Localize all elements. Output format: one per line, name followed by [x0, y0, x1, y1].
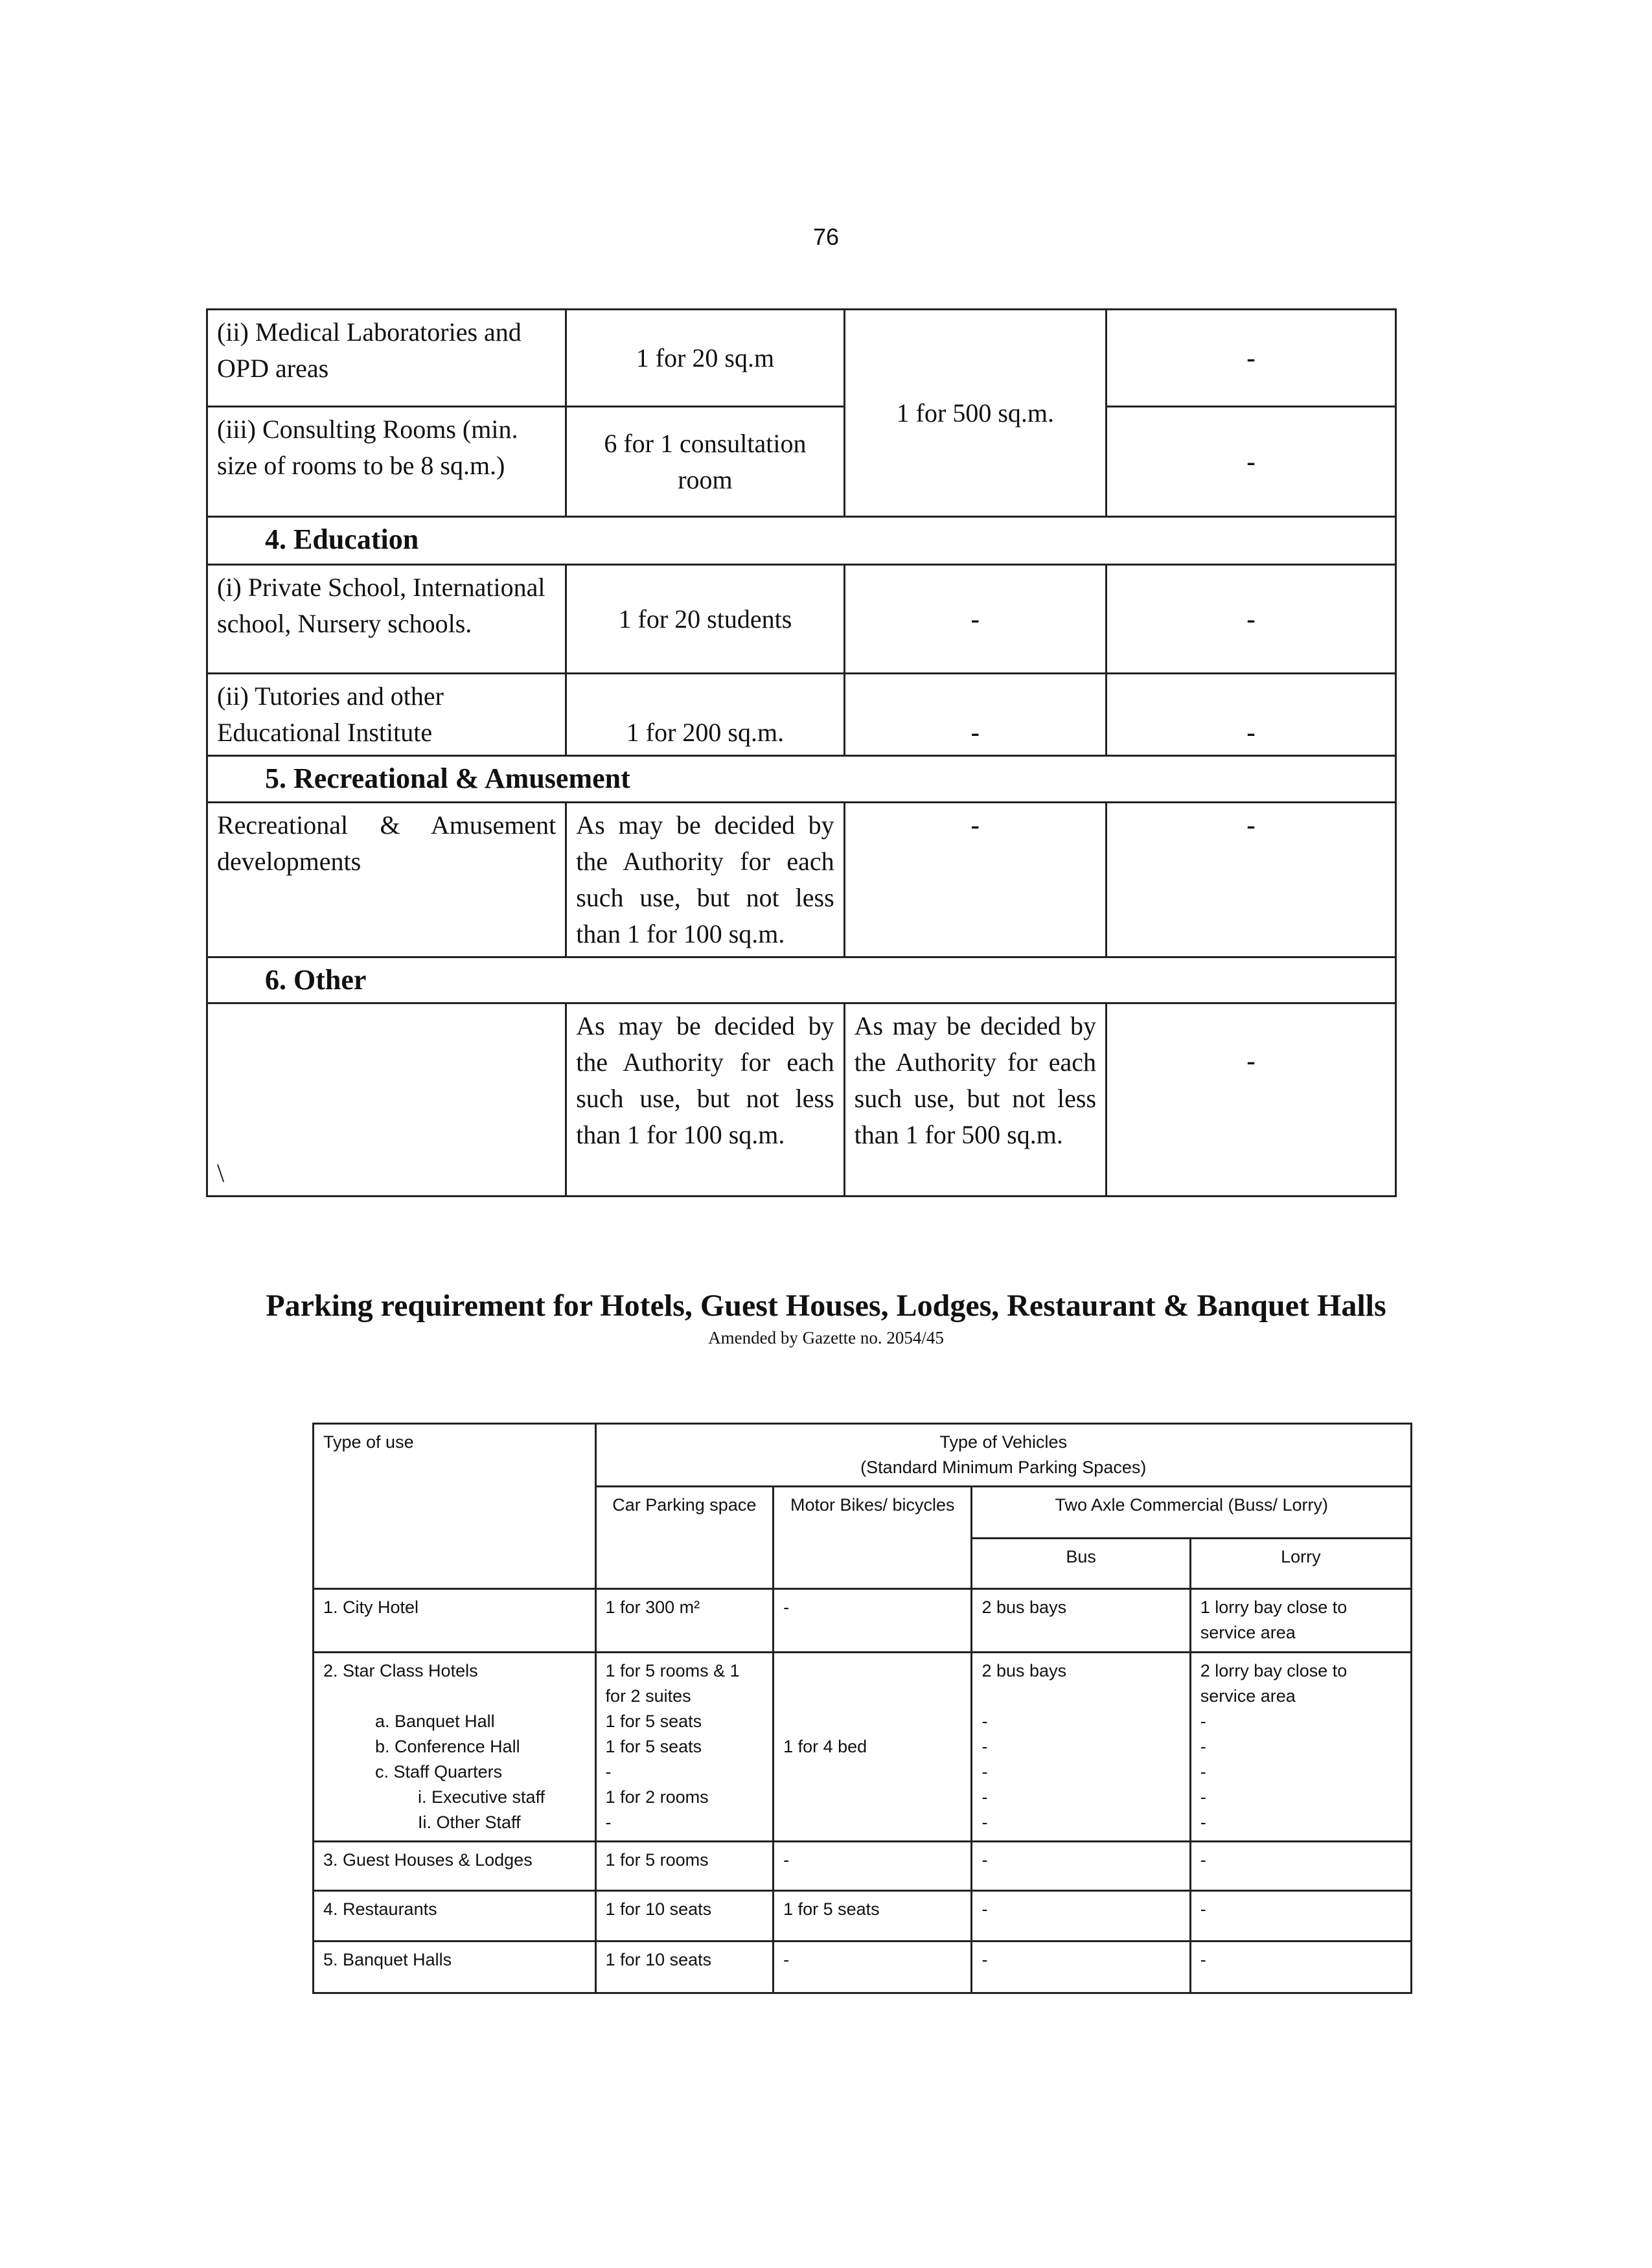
- table-row: [207, 803, 1396, 957]
- motor-parking-cell: -: [844, 565, 1106, 674]
- hotel-parking-table: [312, 1423, 1412, 1994]
- car-value: 1 for 5 seats: [605, 1712, 702, 1731]
- table-row: [207, 1003, 1396, 1197]
- car-cell: 1 for 10 seats: [595, 1891, 774, 1942]
- motor-cell: -: [774, 1842, 972, 1891]
- section-title: Parking requirement for Hotels, Guest Houses, Lodges, Restaurant & Banquet Halls: [266, 1289, 1386, 1323]
- extra-cell: -: [1107, 310, 1396, 407]
- lorry-cell: -: [1190, 1842, 1411, 1891]
- bus-cell: -: [972, 1842, 1190, 1891]
- car-cell: 1 for 5 rooms: [595, 1842, 774, 1891]
- car-value: 1 for 5 rooms & 1 for 2 suites: [605, 1661, 740, 1706]
- row-label-group: [314, 1653, 596, 1842]
- lorry-value: -: [1200, 1762, 1206, 1781]
- bus-cell: -: [972, 1891, 1190, 1942]
- car-parking-cell: 1 for 200 sq.m.: [566, 674, 844, 756]
- header-car: Car Parking space: [595, 1487, 774, 1589]
- section-heading: 4. Education: [207, 517, 1396, 565]
- section-subtitle: Amended by Gazette no. 2054/45: [708, 1328, 944, 1347]
- extra-cell: -: [1107, 1003, 1396, 1197]
- car-parking-cell: 1 for 20 sq.m: [566, 310, 844, 407]
- row-label: 5. Banquet Halls: [314, 1942, 596, 1993]
- lorry-cell: -: [1190, 1891, 1411, 1942]
- header-motor: Motor Bikes/ bicycles: [774, 1487, 972, 1589]
- lorry-cell: [1190, 1653, 1411, 1842]
- sub-item-label: Ii. Other Staff: [418, 1813, 521, 1832]
- motor-cell: 1 for 4 bed: [774, 1653, 972, 1842]
- lorry-value: -: [1200, 1737, 1206, 1756]
- car-parking-cell: As may be decided by the Authority for each such use, but not less than 1 for 100 sq.m.: [566, 803, 844, 957]
- parking-standards-table: [206, 308, 1397, 1197]
- table-row: [314, 1942, 1412, 1993]
- sub-item-label: b. Conference Hall: [375, 1737, 520, 1756]
- car-parking-cell: 6 for 1 consultation room: [566, 407, 844, 517]
- motor-parking-cell: -: [844, 803, 1106, 957]
- car-parking-cell: As may be decided by the Authority for each such use, but not less than 1 for 100 sq.m.: [566, 1003, 844, 1197]
- section-heading: 5. Recreational & Amusement: [207, 756, 1396, 803]
- sub-item-label: a. Banquet Hall: [375, 1712, 495, 1731]
- bus-value: -: [981, 1813, 988, 1832]
- row-label: (i) Private School, International school, Nursery schools.: [207, 565, 566, 674]
- bus-value: -: [981, 1762, 988, 1781]
- motor-cell: 1 for 5 seats: [774, 1891, 972, 1942]
- row-label: 2. Star Class Hotels: [323, 1661, 478, 1680]
- car-value: 1 for 2 rooms: [605, 1787, 709, 1807]
- row-label: (ii) Tutories and other Educational Institute: [207, 674, 566, 756]
- car-value: 1 for 5 seats: [605, 1737, 702, 1756]
- table-row: [314, 1891, 1412, 1942]
- row-label: 1. City Hotel: [314, 1589, 596, 1653]
- motor-cell: -: [774, 1942, 972, 1993]
- section-heading-row: [207, 517, 1396, 565]
- motor-parking-cell: -: [844, 674, 1106, 756]
- section-heading: 6. Other: [207, 957, 1396, 1003]
- car-cell: 1 for 300 m²: [595, 1589, 774, 1653]
- motor-cell: -: [774, 1589, 972, 1653]
- sub-item-label: c. Staff Quarters: [375, 1762, 503, 1781]
- header-type-of-use: Type of use: [314, 1424, 596, 1589]
- row-label: Recreational & Amusement developments: [207, 803, 566, 957]
- extra-cell: -: [1107, 565, 1396, 674]
- table-row: [207, 674, 1396, 756]
- spacer: [323, 1684, 586, 1709]
- lorry-value: -: [1200, 1813, 1206, 1832]
- bus-value: -: [981, 1737, 988, 1756]
- header-row: [314, 1424, 1412, 1487]
- header-two-axle: Two Axle Commercial (Buss/ Lorry): [972, 1487, 1412, 1539]
- bus-cell: [972, 1653, 1190, 1842]
- header-type-of-vehicles: [595, 1424, 1411, 1487]
- table-row: [207, 565, 1396, 674]
- sub-item-label: i. Executive staff: [418, 1787, 545, 1807]
- bus-cell: 2 bus bays: [972, 1589, 1190, 1653]
- car-value: -: [605, 1762, 612, 1781]
- extra-cell: -: [1107, 674, 1396, 756]
- lorry-value: 2 lorry bay close to service area: [1200, 1661, 1348, 1706]
- lorry-value: -: [1200, 1712, 1206, 1731]
- motor-parking-cell: 1 for 500 sq.m.: [844, 310, 1106, 517]
- car-parking-cell: 1 for 20 students: [566, 565, 844, 674]
- row-label: (ii) Medical Laboratories and OPD areas: [207, 310, 566, 407]
- lorry-cell: -: [1190, 1942, 1411, 1993]
- bus-value: 2 bus bays: [981, 1661, 1067, 1680]
- table-row: [207, 310, 1396, 407]
- header-lorry: Lorry: [1190, 1539, 1411, 1589]
- section-heading-row: [207, 957, 1396, 1003]
- lorry-cell: 1 lorry bay close to service area: [1190, 1589, 1411, 1653]
- bus-value: -: [981, 1712, 988, 1731]
- extra-cell: -: [1107, 407, 1396, 517]
- extra-cell: -: [1107, 803, 1396, 957]
- header-vehicles-title: Type of Vehicles: [939, 1432, 1068, 1452]
- lorry-value: -: [1200, 1787, 1206, 1807]
- row-label: (iii) Consulting Rooms (min. size of rooms to be 8 sq.m.): [207, 407, 566, 517]
- car-cell: [595, 1653, 774, 1842]
- row-label: 3. Guest Houses & Lodges: [314, 1842, 596, 1891]
- bus-cell: -: [972, 1942, 1190, 1993]
- page-number: 76: [812, 223, 840, 250]
- row-label: 4. Restaurants: [314, 1891, 596, 1942]
- header-bus: Bus: [972, 1539, 1190, 1589]
- row-label: \: [207, 1003, 566, 1197]
- bus-value: -: [981, 1787, 988, 1807]
- table-row: [314, 1653, 1412, 1842]
- spacer: [981, 1684, 1180, 1709]
- car-cell: 1 for 10 seats: [595, 1942, 774, 1993]
- car-value: -: [605, 1813, 612, 1832]
- section-heading-row: [207, 756, 1396, 803]
- table-row: [207, 407, 1396, 517]
- table-row: [314, 1842, 1412, 1891]
- header-vehicles-subtitle: (Standard Minimum Parking Spaces): [860, 1458, 1147, 1477]
- motor-parking-cell: As may be decided by the Authority for each such use, but not less than 1 for 500 sq.m.: [844, 1003, 1106, 1197]
- table-row: [314, 1589, 1412, 1653]
